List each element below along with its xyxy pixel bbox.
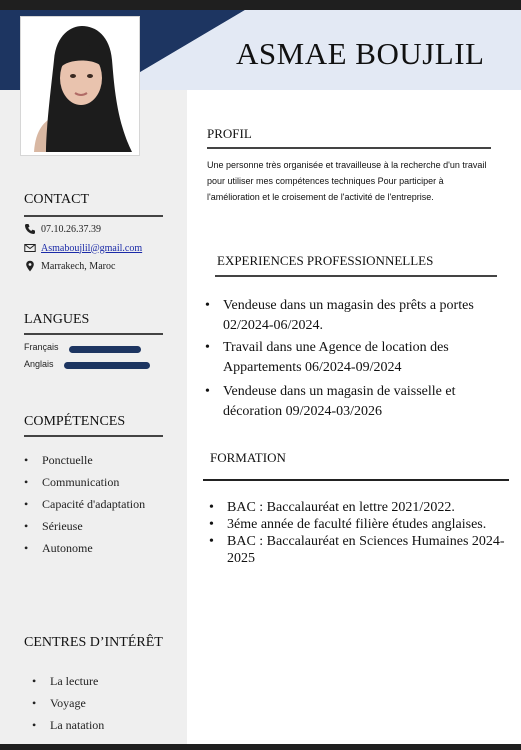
languages-divider (24, 333, 163, 335)
bottom-border (0, 744, 521, 750)
education-item: • BAC : Baccalauréat en lettre 2021/2022. (207, 499, 513, 516)
skill-item: • Capacité d'adaptation (22, 497, 182, 519)
language-level-bar-english (64, 362, 150, 369)
envelope-icon (24, 242, 36, 254)
skill-item: • Communication (22, 475, 182, 497)
location-pin-icon (24, 260, 36, 272)
contact-divider (24, 215, 163, 217)
interest-item: • La natation (30, 718, 180, 740)
profile-text: Une personne très organisée et travailleuse à la recherche d'un travail pour utiliser mes compétences techniques Pour participer à l'amélioration et le croisement de l'activité de l'entreprise. (207, 160, 487, 202)
language-label-french: Français (24, 342, 59, 352)
education-item: • BAC : Baccalauréat en Sciences Humaines 2024-2025 (207, 533, 513, 567)
languages-title: LANGUES (24, 312, 90, 327)
interest-item: • Voyage (30, 696, 180, 718)
phone-icon (24, 223, 36, 235)
skills-divider (24, 435, 163, 437)
education-divider (203, 479, 509, 481)
experience-title: EXPERIENCES PROFESSIONNELLES (217, 253, 434, 268)
experience-item: • Travail dans une Agence de location des Appartements 06/2024-09/2024 (203, 338, 509, 378)
skills-list (22, 453, 182, 563)
education-list (207, 499, 513, 567)
language-label-english: Anglais (24, 359, 54, 369)
skill-item: • Autonome (22, 541, 182, 563)
skill-item: • Sérieuse (22, 519, 182, 541)
contact-location-row (24, 260, 115, 272)
contact-phone-row (24, 223, 101, 235)
skill-item: • Ponctuelle (22, 453, 182, 475)
interests-list (30, 674, 180, 740)
language-level-bar-french (69, 346, 141, 353)
profile-photo (20, 16, 140, 156)
interest-item: • La lecture (30, 674, 180, 696)
experience-list (203, 296, 509, 424)
education-item: • 3éme année de faculté filière études anglaises. (207, 516, 513, 533)
contact-email-link[interactable]: Asmaboujlil@gmail.com (41, 242, 143, 254)
top-border (0, 0, 521, 10)
skills-title: COMPÉTENCES (24, 414, 126, 429)
candidate-name: ASMAE BOUJLIL (236, 36, 485, 71)
profile-divider (207, 147, 491, 149)
experience-item: • Vendeuse dans un magasin des prêts a portes 02/2024-06/2024. (203, 296, 509, 336)
experience-item: • Vendeuse dans un magasin de vaisselle et décoration 09/2024-03/2026 (203, 382, 509, 422)
contact-title: CONTACT (24, 192, 89, 207)
contact-location: Marrakech, Maroc (41, 260, 116, 272)
contact-email-row (24, 242, 142, 254)
education-title: FORMATION (210, 450, 286, 465)
experience-divider (215, 275, 497, 277)
interests-title: CENTRES D’INTÉRÊT (24, 635, 163, 650)
contact-phone: 07.10.26.37.39 (41, 223, 101, 235)
profile-title: PROFIL (207, 126, 252, 141)
